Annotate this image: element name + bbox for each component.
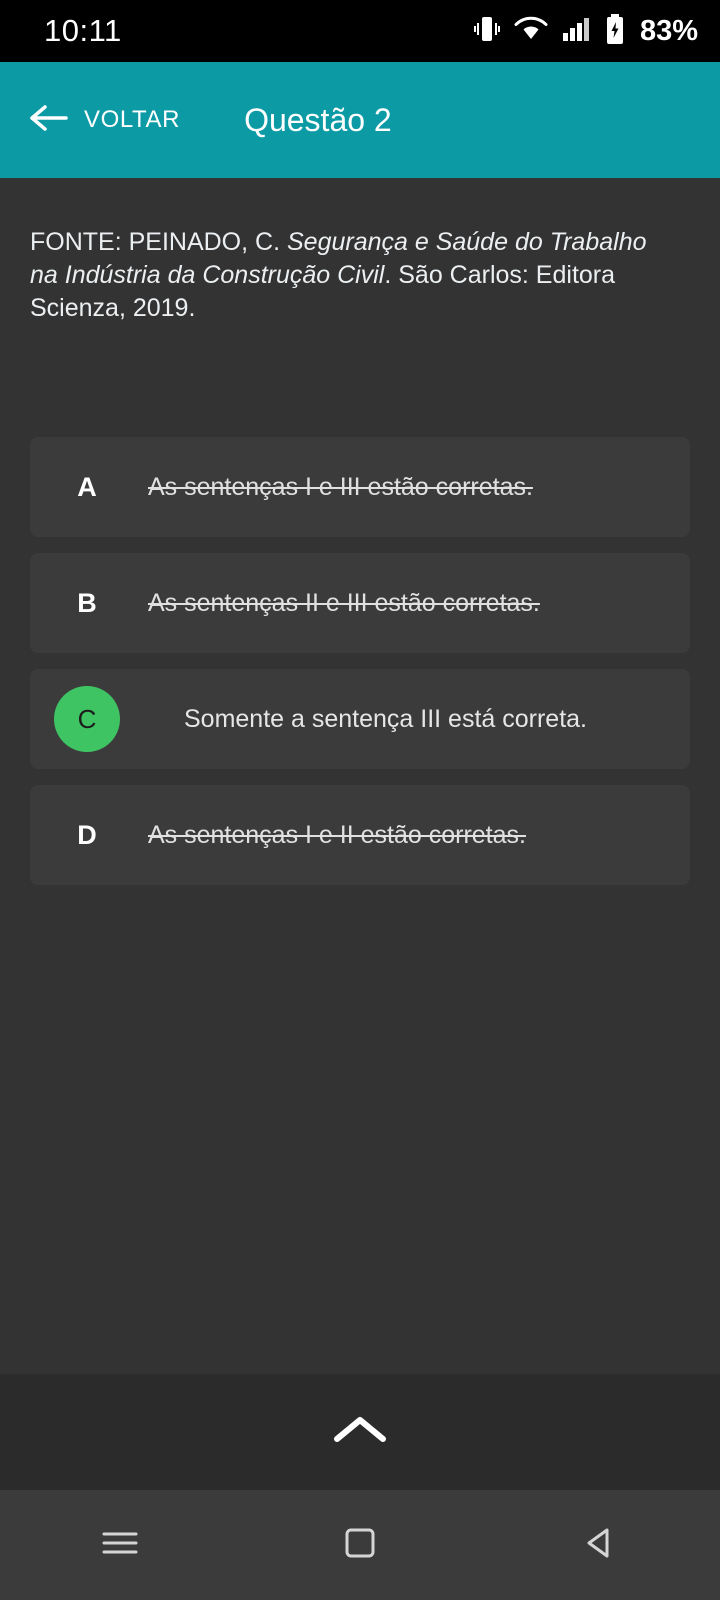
status-icons — [474, 14, 698, 49]
battery-percent: 83% — [639, 14, 698, 47]
battery-charging-icon — [606, 14, 624, 49]
wifi-icon — [514, 16, 548, 47]
option-text: Somente a sentença III está correta. — [184, 704, 588, 733]
option-c[interactable] — [30, 669, 690, 769]
question-content — [0, 178, 720, 1374]
vibrate-icon — [474, 14, 500, 49]
home-icon — [344, 1527, 376, 1564]
source-suffix: . São Carlos: Editora Scienza, 2019. — [30, 261, 616, 322]
app-bar — [0, 62, 720, 178]
back-label: VOLTAR — [84, 106, 181, 133]
option-d[interactable] — [30, 785, 690, 885]
option-letter: D — [77, 819, 97, 850]
option-text: As sentenças I e II estão corretas. — [148, 820, 526, 849]
option-b[interactable] — [30, 553, 690, 653]
option-letter: A — [77, 471, 97, 502]
back-button[interactable] — [30, 103, 180, 138]
expand-sheet-handle[interactable] — [0, 1374, 720, 1490]
option-letter-selected: C — [54, 686, 120, 752]
source-prefix: FONTE: PEINADO, C. — [30, 228, 287, 256]
back-icon — [584, 1527, 616, 1564]
option-text: As sentenças II e III estão corretas. — [148, 588, 540, 617]
arrow-left-icon — [30, 103, 70, 138]
option-a[interactable] — [30, 437, 690, 537]
options-list — [30, 437, 690, 885]
menu-icon — [101, 1529, 139, 1562]
source-title: Segurança e Saúde do Trabalho na Indústria da Construção Civil — [30, 228, 647, 289]
option-text: As sentenças I e III estão corretas. — [148, 472, 533, 501]
status-time: 10:11 — [44, 13, 122, 48]
system-nav-bar — [0, 1490, 720, 1600]
nav-recents-button[interactable] — [60, 1490, 180, 1600]
status-bar — [0, 0, 720, 62]
signal-icon — [562, 16, 592, 47]
option-letter: B — [77, 587, 97, 618]
page-title: Questão 2 — [244, 101, 392, 138]
chevron-up-icon — [332, 1413, 388, 1452]
source-reference — [30, 178, 690, 325]
nav-home-button[interactable] — [300, 1490, 420, 1600]
nav-back-button[interactable] — [540, 1490, 660, 1600]
